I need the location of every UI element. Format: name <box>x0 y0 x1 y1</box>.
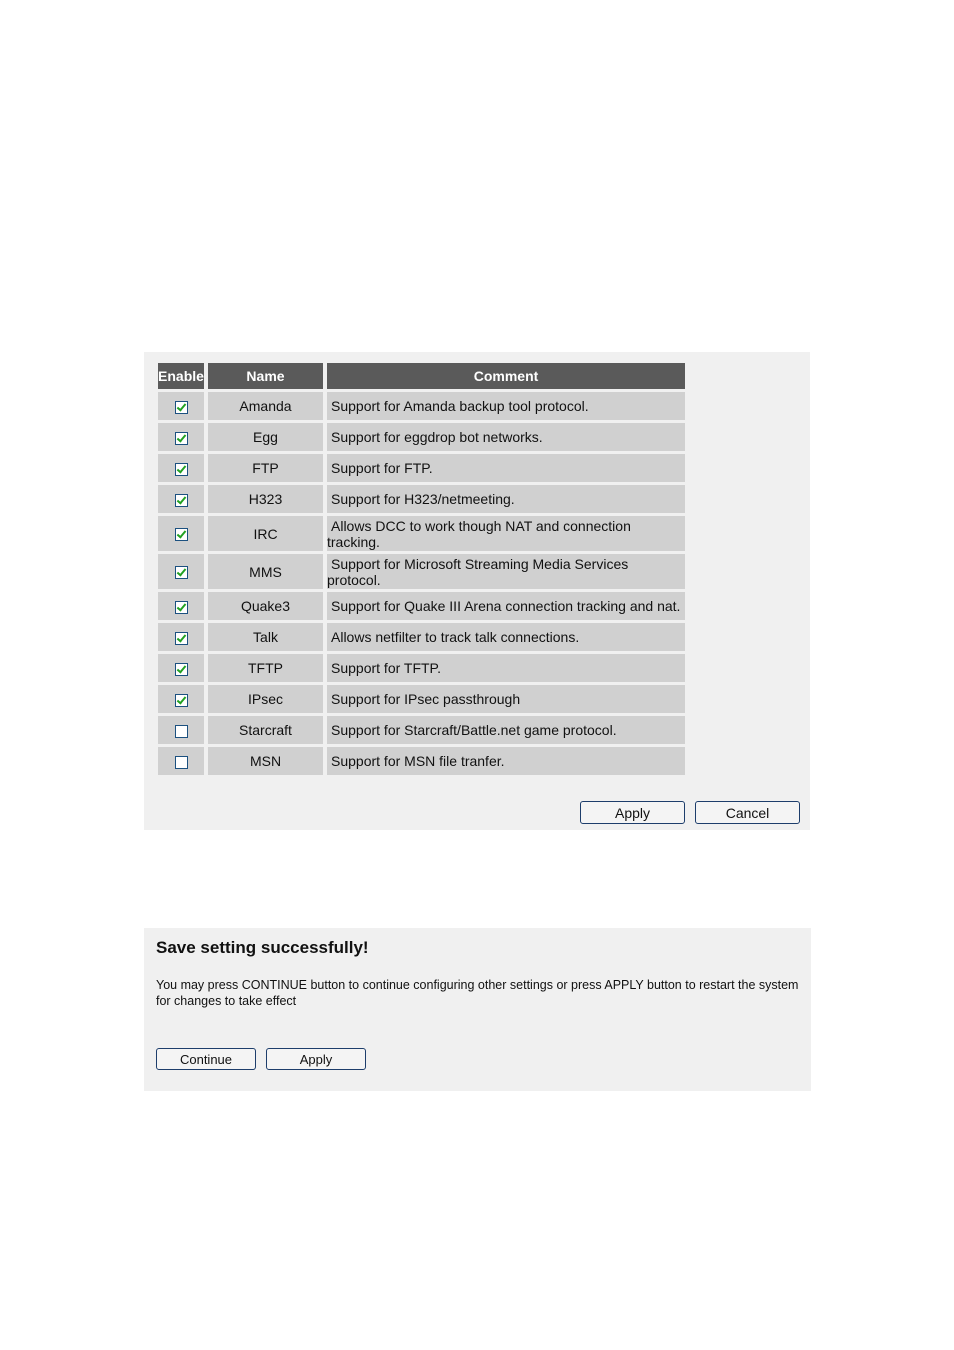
row-comment: Support for FTP. <box>327 454 685 482</box>
alg-table <box>154 360 689 778</box>
table-row <box>158 716 685 744</box>
enable-checkbox-starcraft[interactable] <box>175 725 188 738</box>
apply-restart-button[interactable]: Apply <box>266 1048 366 1070</box>
enable-checkbox-amanda[interactable] <box>175 401 188 414</box>
continue-button[interactable]: Continue <box>156 1048 256 1070</box>
row-name: Quake3 <box>208 592 323 620</box>
row-comment: Allows netfilter to track talk connections. <box>327 623 685 651</box>
row-name: IPsec <box>208 685 323 713</box>
row-comment: Support for Amanda backup tool protocol. <box>327 392 685 420</box>
enable-checkbox-quake3[interactable] <box>175 601 188 614</box>
row-comment: Support for MSN file tranfer. <box>327 747 685 775</box>
table-row <box>158 654 685 682</box>
enable-checkbox-talk[interactable] <box>175 632 188 645</box>
enable-checkbox-egg[interactable] <box>175 432 188 445</box>
row-comment: Support for TFTP. <box>327 654 685 682</box>
enable-checkbox-tftp[interactable] <box>175 663 188 676</box>
row-name: IRC <box>208 516 323 551</box>
header-comment: Comment <box>327 363 685 389</box>
table-row <box>158 392 685 420</box>
row-name: FTP <box>208 454 323 482</box>
table-row <box>158 685 685 713</box>
row-comment: Support for IPsec passthrough <box>327 685 685 713</box>
table-row <box>158 747 685 775</box>
save-result-panel <box>144 928 811 1091</box>
row-name: MSN <box>208 747 323 775</box>
table-row <box>158 516 685 551</box>
table-row <box>158 485 685 513</box>
apply-button[interactable]: Apply <box>580 801 685 824</box>
row-name: H323 <box>208 485 323 513</box>
table-row <box>158 592 685 620</box>
enable-checkbox-ipsec[interactable] <box>175 694 188 707</box>
row-name: TFTP <box>208 654 323 682</box>
enable-checkbox-ftp[interactable] <box>175 463 188 476</box>
enable-checkbox-irc[interactable] <box>175 528 188 541</box>
table-row <box>158 554 685 589</box>
row-comment <box>327 554 685 589</box>
enable-checkbox-h323[interactable] <box>175 494 188 507</box>
row-name: Talk <box>208 623 323 651</box>
row-name: Egg <box>208 423 323 451</box>
table-header-row <box>158 363 685 389</box>
row-name: Amanda <box>208 392 323 420</box>
row-comment-text: Allows DCC to work though NAT and connection tracking. <box>327 517 631 550</box>
row-comment: Support for Quake III Arena connection tracking and nat. <box>327 592 685 620</box>
table-row <box>158 423 685 451</box>
row-comment: Support for Starcraft/Battle.net game protocol. <box>327 716 685 744</box>
header-enable: Enable <box>158 363 204 389</box>
row-comment: Support for H323/netmeeting. <box>327 485 685 513</box>
save-title: Save setting successfully! <box>156 938 369 957</box>
row-name: Starcraft <box>208 716 323 744</box>
enable-checkbox-msn[interactable] <box>175 756 188 769</box>
row-name: MMS <box>208 554 323 589</box>
alg-settings-panel <box>144 352 810 830</box>
header-name: Name <box>208 363 323 389</box>
save-message: You may press CONTINUE button to continue configuring other settings or press APPLY button to restart the system for changes to take effect <box>156 978 799 1008</box>
table-row <box>158 623 685 651</box>
table-row <box>158 454 685 482</box>
cancel-button[interactable]: Cancel <box>695 801 800 824</box>
row-comment-text: Support for Microsoft Streaming Media Services protocol. <box>327 555 629 588</box>
enable-checkbox-mms[interactable] <box>175 566 188 579</box>
row-comment <box>327 516 685 551</box>
row-comment: Support for eggdrop bot networks. <box>327 423 685 451</box>
